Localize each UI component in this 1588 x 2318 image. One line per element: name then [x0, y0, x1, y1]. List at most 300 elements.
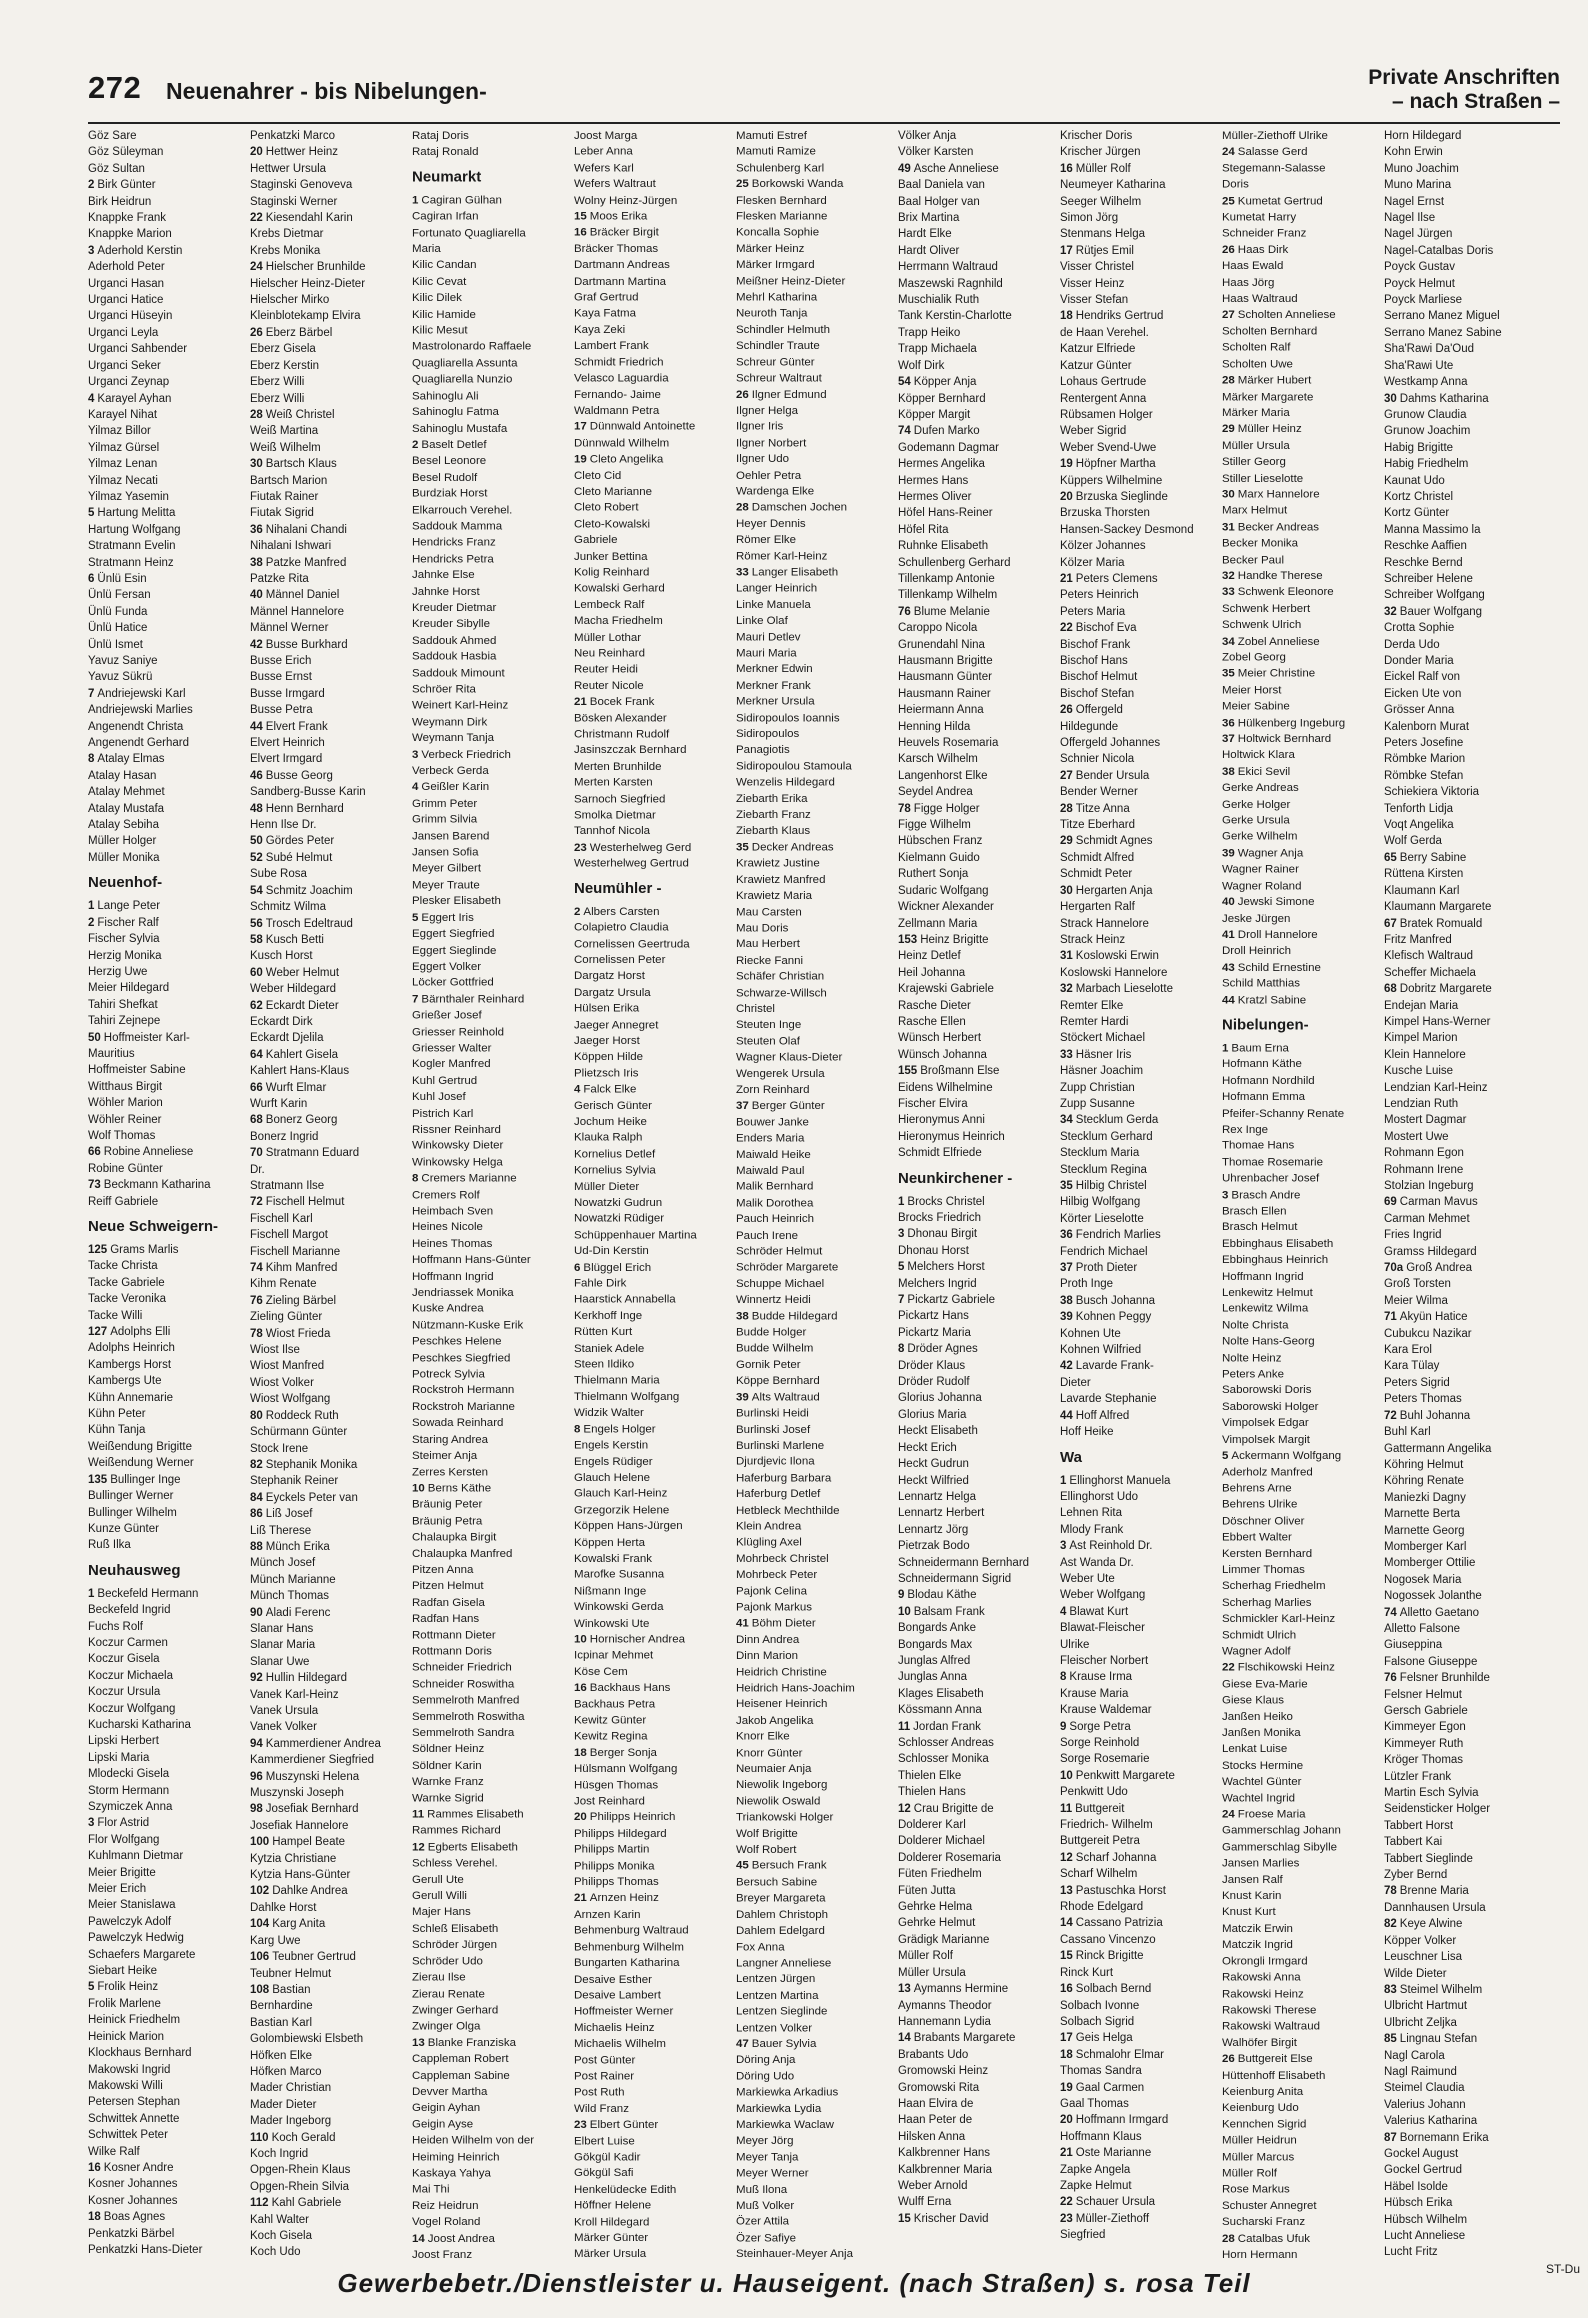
- resident-name: Bersuch Frank: [751, 1860, 827, 1873]
- resident-entry: [412, 2214, 580, 2230]
- resident-entry: [1384, 2015, 1548, 2031]
- house-number: 82: [1384, 1918, 1397, 1931]
- resident-name: Borkowski Wanda: [751, 178, 844, 191]
- resident-entry: [1222, 1383, 1390, 1399]
- resident-entry: [250, 1473, 418, 1489]
- resident-name: Münch Erika: [265, 1540, 330, 1553]
- house-number: 21: [574, 696, 587, 709]
- resident-entry: [1384, 1801, 1548, 1817]
- resident-name: Hausmann Günter: [898, 671, 992, 684]
- house-number: 7: [88, 687, 95, 700]
- resident-entry: [574, 1033, 742, 1049]
- resident-entry: [88, 1112, 256, 1128]
- resident-name: Hermes Angelika: [898, 458, 985, 471]
- resident-entry: [1222, 1839, 1390, 1855]
- resident-entry: [250, 177, 418, 193]
- resident-entry: [736, 338, 904, 354]
- resident-name: Urganci Seker: [88, 359, 161, 372]
- resident-name: Kornelius Sylvia: [574, 1164, 656, 1177]
- resident-name: Eyckels Peter van: [265, 1491, 358, 1504]
- resident-name: Gökgül Safi: [574, 2167, 634, 2180]
- resident-entry: [736, 1778, 904, 1794]
- resident-name: Merten Brunhilde: [574, 760, 662, 773]
- resident-name: Schwenk Ulrich: [1222, 619, 1302, 632]
- resident-entry: [250, 161, 418, 177]
- resident-name: Tabbert Horst: [1384, 1819, 1454, 1832]
- resident-entry: [250, 505, 418, 521]
- resident-entry: [1384, 259, 1548, 275]
- resident-name: Stecklum Regina: [1060, 1163, 1147, 1176]
- resident-entry: [250, 423, 418, 439]
- resident-name: Schwarze-Willsch: [736, 987, 827, 999]
- resident-entry: [574, 1858, 742, 1874]
- resident-entry: [898, 2145, 1066, 2161]
- resident-entry: [88, 997, 256, 1013]
- resident-entry: [898, 391, 1066, 407]
- resident-name: Fortunato Quagliarella: [412, 227, 526, 239]
- resident-entry: [1384, 440, 1548, 456]
- resident-entry: [1060, 1768, 1228, 1784]
- resident-entry: [250, 866, 418, 882]
- resident-entry: [898, 604, 1066, 620]
- resident-entry: [412, 633, 580, 649]
- resident-entry: [250, 784, 418, 800]
- resident-entry: [736, 1179, 904, 1195]
- resident-name: Wolf Dirk: [898, 359, 945, 372]
- resident-name: Philipps Heinrich: [589, 1811, 676, 1824]
- resident-name: Weiß Martina: [250, 425, 319, 438]
- resident-entry: [1384, 177, 1548, 193]
- resident-name: Poyck Gustav: [1384, 261, 1455, 274]
- resident-entry: [250, 1719, 418, 1735]
- resident-name: Dannhausen Ursula: [1384, 1901, 1486, 1914]
- resident-name: Fox Anna: [736, 1941, 785, 1954]
- resident-name: Penkwitt Udo: [1060, 1786, 1128, 1799]
- resident-name: Bonerz Georg: [265, 1114, 338, 1127]
- resident-entry: [736, 1260, 904, 1276]
- resident-entry: [88, 620, 256, 636]
- resident-entry: [1222, 422, 1390, 438]
- resident-name: Blodau Käthe: [907, 1589, 977, 1602]
- resident-entry: [898, 1226, 1066, 1242]
- resident-entry: [1222, 976, 1390, 992]
- resident-name: Kytzia Christiane: [250, 1852, 337, 1865]
- house-number: 74: [1384, 1606, 1397, 1619]
- resident-entry: [1384, 358, 1548, 374]
- resident-entry: [574, 1308, 742, 1324]
- resident-name: Backhaus Petra: [574, 1698, 656, 1711]
- resident-name: Kihm Renate: [250, 1278, 317, 1291]
- resident-name: Haarstick Annabella: [574, 1294, 676, 1306]
- resident-entry: [736, 2214, 904, 2230]
- resident-entry: [898, 637, 1066, 653]
- resident-entry: [88, 423, 256, 439]
- resident-name: Kratzl Sabine: [1237, 994, 1307, 1007]
- resident-entry: [1222, 2084, 1390, 2100]
- resident-name: Kimmeyer Ruth: [1384, 1737, 1464, 1750]
- resident-entry: [1060, 1817, 1228, 1833]
- resident-name: Eggert Volker: [412, 960, 482, 973]
- resident-name: Lentzen Martina: [736, 1989, 819, 2002]
- house-number: 62: [250, 999, 263, 1012]
- resident-entry: [412, 274, 580, 290]
- resident-name: Schmidt Peter: [1060, 868, 1133, 881]
- house-number: 80: [250, 1409, 263, 1422]
- resident-entry: [88, 505, 256, 521]
- house-number: 45: [736, 1860, 749, 1873]
- resident-name: Lange Peter: [97, 900, 161, 913]
- resident-entry: [898, 948, 1066, 964]
- resident-name: Schnier Nicola: [1060, 753, 1135, 766]
- resident-entry: [88, 604, 256, 620]
- resident-entry: [250, 1982, 418, 1998]
- resident-entry: [88, 1291, 256, 1307]
- resident-name: Müller Rolf: [1075, 162, 1131, 175]
- resident-entry: [1060, 1604, 1228, 1620]
- resident-name: Devver Martha: [412, 2085, 488, 2098]
- resident-entry: [412, 1366, 580, 1382]
- resident-name: Schwittek Annette: [88, 2112, 180, 2125]
- resident-name: Hendricks Petra: [412, 553, 494, 566]
- resident-entry: [88, 1439, 256, 1455]
- resident-entry: [412, 2231, 580, 2247]
- resident-name: Schreur Günter: [736, 356, 815, 369]
- resident-entry: [412, 567, 580, 583]
- resident-entry: [88, 1406, 256, 1422]
- resident-entry: [574, 1794, 742, 1810]
- resident-entry: [574, 759, 742, 775]
- resident-entry: [1384, 226, 1548, 242]
- resident-entry: [412, 1220, 580, 1236]
- house-number: 5: [412, 911, 419, 924]
- resident-name: Gaal Thomas: [1060, 2097, 1129, 2110]
- house-number: 2: [88, 179, 95, 192]
- resident-entry: [250, 1966, 418, 1982]
- resident-entry: [736, 969, 904, 985]
- resident-name: Warnke Sigrid: [412, 1792, 484, 1805]
- resident-name: Behrens Ulrike: [1222, 1498, 1298, 1511]
- resident-name: Bungarten Katharina: [574, 1957, 680, 1970]
- header-divider: [88, 122, 1560, 124]
- resident-name: Krause Irma: [1069, 1671, 1133, 1684]
- resident-name: Kewitz Regina: [574, 1730, 648, 1743]
- resident-name: Budde Holger: [736, 1326, 807, 1339]
- resident-entry: [88, 637, 256, 653]
- resident-name: Kleinblotekamp Elvira: [250, 310, 361, 323]
- resident-name: Hoffmeister Sabine: [88, 1064, 186, 1077]
- resident-name: Sandberg-Busse Karin: [250, 786, 366, 799]
- page-number: 272: [88, 70, 142, 105]
- resident-entry: [412, 307, 580, 323]
- resident-name: Wolf Thomas: [88, 1129, 156, 1142]
- resident-name: Akyün Hatice: [1399, 1311, 1468, 1324]
- resident-name: Lavarde Frank-: [1075, 1360, 1154, 1373]
- resident-entry: [88, 751, 256, 767]
- resident-name: Kumetat Gertrud: [1237, 195, 1323, 208]
- resident-entry: [250, 1637, 418, 1653]
- resident-entry: [1222, 405, 1390, 421]
- resident-entry: [1384, 210, 1548, 226]
- resident-name: Muß Volker: [736, 2199, 795, 2212]
- house-number: 72: [250, 1196, 263, 1209]
- resident-name: Schmickler Karl-Heinz: [1222, 1613, 1336, 1625]
- footer-note: Gewerbebetr./Dienstleister u. Hauseigent. (nach Straßen) s. rosa Teil: [337, 2268, 1251, 2298]
- resident-entry: [88, 964, 256, 980]
- resident-entry: [736, 872, 904, 888]
- resident-name: Marofke Susanna: [574, 1569, 665, 1581]
- resident-name: Meißner Heinz-Dieter: [736, 275, 846, 288]
- resident-entry: [88, 325, 256, 341]
- resident-name: Köppen Hans-Jürgen: [574, 1520, 683, 1533]
- resident-name: Muszynski Helena: [265, 1770, 360, 1783]
- resident-entry: [1222, 829, 1390, 845]
- resident-entry: [574, 338, 742, 354]
- resident-name: Poyck Helmut: [1384, 277, 1455, 290]
- resident-entry: [1384, 620, 1548, 636]
- resident-name: Langer Elisabeth: [751, 566, 839, 579]
- resident-name: Weymann Tanja: [412, 732, 495, 745]
- resident-name: Krause Maria: [1060, 1687, 1129, 1700]
- resident-entry: [1222, 1057, 1390, 1073]
- page-header: [88, 66, 1588, 124]
- resident-entry: [736, 1875, 904, 1891]
- resident-entry: [736, 775, 904, 791]
- resident-name: Müller Heidrun: [1222, 2134, 1297, 2147]
- resident-entry: [1384, 1211, 1548, 1227]
- resident-name: Hornischer Andrea: [589, 1633, 686, 1646]
- resident-name: Rose Markus: [1222, 2183, 1290, 2196]
- house-number: 78: [250, 1327, 263, 1340]
- resident-entry: [1222, 1872, 1390, 1888]
- resident-name: Klockhaus Bernhard: [88, 2047, 192, 2060]
- resident-entry: [574, 1438, 742, 1454]
- resident-entry: [1384, 1637, 1548, 1653]
- resident-name: Andriejewski Marlies: [88, 704, 193, 717]
- resident-name: Hettwer Ursula: [250, 162, 327, 175]
- resident-name: Maiwald Paul: [736, 1164, 805, 1177]
- resident-entry: [736, 1001, 904, 1017]
- resident-name: Eickel Ralf von: [1384, 671, 1461, 684]
- house-number: 5: [88, 1981, 95, 1994]
- resident-entry: [250, 1342, 418, 1358]
- resident-entry: [736, 1244, 904, 1260]
- resident-name: Rataj Ronald: [412, 146, 479, 159]
- resident-name: Sudaric Wolfgang: [898, 884, 989, 897]
- house-number: 102: [250, 1885, 270, 1898]
- resident-entry: [574, 1939, 742, 1955]
- resident-entry: [574, 371, 742, 387]
- resident-name: Grädigk Marianne: [898, 1933, 990, 1946]
- resident-entry: [574, 354, 742, 370]
- resident-name: Kammerdiener Andrea: [265, 1737, 381, 1750]
- resident-name: Schless Verehel.: [412, 1857, 498, 1870]
- resident-entry: [898, 1555, 1066, 1571]
- resident-entry: [574, 1713, 742, 1729]
- house-number: 104: [250, 1918, 270, 1931]
- resident-entry: [898, 587, 1066, 603]
- resident-name: Kahlert Hans-Klaus: [250, 1065, 350, 1078]
- resident-name: Wachtel Günter: [1222, 1776, 1302, 1789]
- resident-entry: [1384, 587, 1548, 603]
- resident-name: Sucharski Franz: [1222, 2216, 1306, 2229]
- resident-entry: [88, 391, 256, 407]
- resident-entry: [1060, 144, 1228, 160]
- resident-entry: [574, 1454, 742, 1470]
- resident-entry: [88, 1161, 256, 1177]
- resident-entry: [898, 1965, 1066, 1981]
- resident-entry: [1060, 1948, 1228, 1964]
- resident-entry: [736, 1697, 904, 1713]
- resident-entry: [574, 597, 742, 613]
- resident-entry: [1384, 2031, 1548, 2047]
- resident-entry: [574, 2052, 742, 2068]
- resident-entry: [250, 850, 418, 866]
- resident-entry: [1060, 1293, 1228, 1309]
- resident-name: Vanek Volker: [250, 1721, 317, 1734]
- resident-entry: [1060, 801, 1228, 817]
- resident-name: Haan Peter de: [898, 2114, 973, 2127]
- resident-name: Pickartz Gabriele: [907, 1294, 995, 1307]
- resident-entry: [736, 1373, 904, 1389]
- resident-entry: [412, 1953, 580, 1969]
- resident-entry: [898, 2162, 1066, 2178]
- resident-name: Koczur Carmen: [88, 1636, 168, 1649]
- resident-entry: [574, 1470, 742, 1486]
- resident-name: Rhode Edelgard: [1060, 1901, 1144, 1914]
- resident-entry: [1060, 456, 1228, 472]
- resident-entry: [1222, 650, 1390, 666]
- resident-name: Weber Helmut: [265, 966, 340, 979]
- resident-entry: [736, 2020, 904, 2036]
- resident-entry: [412, 812, 580, 828]
- resident-entry: [574, 2166, 742, 2182]
- resident-entry: [574, 727, 742, 743]
- resident-name: Carman Mehmet: [1384, 1212, 1470, 1225]
- resident-entry: [1222, 1693, 1390, 1709]
- street-heading: Neumarkt: [412, 168, 482, 186]
- resident-entry: [736, 888, 904, 904]
- resident-name: Hartung Melitta: [97, 507, 176, 520]
- resident-entry: [736, 937, 904, 953]
- resident-entry: [412, 290, 580, 306]
- resident-name: Gökgül Kadir: [574, 2151, 641, 2164]
- resident-entry: [412, 1301, 580, 1317]
- resident-entry: [88, 2160, 256, 2176]
- resident-name: Dhonau Horst: [898, 1244, 969, 1257]
- resident-entry: [898, 883, 1066, 899]
- resident-name: Bouwer Janke: [736, 1116, 809, 1129]
- resident-name: Knust Karin: [1222, 1890, 1282, 1903]
- resident-entry: [88, 1275, 256, 1291]
- resident-entry: [88, 1684, 256, 1700]
- resident-name: Keye Alwine: [1399, 1918, 1463, 1931]
- resident-name: Wenzelis Hildegard: [736, 776, 835, 789]
- resident-entry: [250, 1276, 418, 1292]
- resident-entry: [412, 1399, 580, 1415]
- resident-name: Schröder Helmut: [736, 1245, 823, 1258]
- resident-entry: [412, 1905, 580, 1921]
- resident-name: Pauch Irene: [736, 1229, 799, 1242]
- resident-entry: [736, 1470, 904, 1486]
- resident-name: Jendriassek Monika: [412, 1286, 514, 1299]
- resident-entry: [736, 1163, 904, 1179]
- resident-entry: [1222, 862, 1390, 878]
- resident-entry: [736, 678, 904, 694]
- resident-entry: [88, 2226, 256, 2242]
- resident-name: Desaive Esther: [574, 1973, 652, 1986]
- resident-entry: [898, 407, 1066, 423]
- resident-name: Elvert Frank: [265, 720, 328, 733]
- resident-name: Heidrich Christine: [736, 1666, 827, 1679]
- resident-entry: [574, 985, 742, 1001]
- resident-name: Jansen Ralf: [1222, 1873, 1283, 1886]
- resident-name: Bischof Hans: [1060, 655, 1128, 667]
- resident-name: Zierau Ilse: [412, 1971, 466, 1984]
- house-number: 69: [1384, 1196, 1397, 1209]
- resident-name: Bräunig Petra: [412, 1515, 483, 1528]
- resident-name: Nolte Hans-Georg: [1222, 1335, 1315, 1348]
- resident-entry: [898, 1981, 1066, 1997]
- resident-name: Scharf Johanna: [1075, 1851, 1157, 1864]
- resident-entry: [88, 1308, 256, 1324]
- resident-entry: [1222, 1154, 1390, 1170]
- resident-entry: [898, 1030, 1066, 1046]
- resident-entry: [574, 807, 742, 823]
- resident-name: Holtwick Bernhard: [1237, 733, 1332, 746]
- resident-name: Post Rainer: [574, 2070, 635, 2083]
- resident-entry: [250, 522, 418, 538]
- resident-entry: [898, 1210, 1066, 1226]
- resident-entry: [1384, 2097, 1548, 2113]
- resident-entry: [1384, 965, 1548, 981]
- resident-name: Mauri Detlev: [736, 631, 801, 644]
- resident-name: Beckefeld Hermann: [97, 1587, 199, 1600]
- resident-name: Nagel-Catalbas Doris: [1384, 244, 1494, 257]
- resident-name: Fischell Margot: [250, 1229, 328, 1242]
- resident-name: Szymiczek Anna: [88, 1801, 173, 1813]
- resident-entry: [412, 192, 580, 208]
- resident-entry: [88, 1635, 256, 1651]
- resident-entry: [88, 1930, 256, 1946]
- resident-entry: [1222, 633, 1390, 649]
- house-number: 30: [1384, 392, 1397, 405]
- resident-name: Rüttena Kirsten: [1384, 868, 1464, 881]
- resident-name: Berns Käthe: [427, 1482, 492, 1495]
- resident-entry: [1384, 144, 1548, 160]
- resident-entry: [1060, 702, 1228, 718]
- resident-name: Häsner Joachim: [1060, 1065, 1144, 1078]
- resident-name: Pawelczyk Adolf: [88, 1915, 172, 1928]
- resident-name: Eckardt Djelila: [250, 1032, 324, 1045]
- resident-name: Rakowski Anna: [1222, 1971, 1301, 1984]
- resident-name: Brenne Maria: [1399, 1885, 1469, 1898]
- house-number: 110: [250, 2131, 269, 2144]
- resident-entry: [736, 1228, 904, 1244]
- resident-name: Kohnen Peggy: [1075, 1311, 1152, 1324]
- resident-entry: [88, 669, 256, 685]
- resident-entry: [574, 856, 742, 872]
- resident-entry: [898, 1587, 1066, 1603]
- resident-entry: [1222, 552, 1390, 568]
- resident-name: Droll Hannelore: [1237, 928, 1318, 941]
- resident-entry: [1222, 487, 1390, 503]
- resident-name: Eberz Willi: [250, 392, 305, 405]
- resident-name: Reschke Aaffien: [1384, 540, 1467, 553]
- resident-name: Rockstroh Marianne: [412, 1401, 515, 1413]
- house-number: 29: [1222, 423, 1235, 436]
- resident-entry: [736, 1988, 904, 2004]
- resident-entry: [1222, 1937, 1390, 1953]
